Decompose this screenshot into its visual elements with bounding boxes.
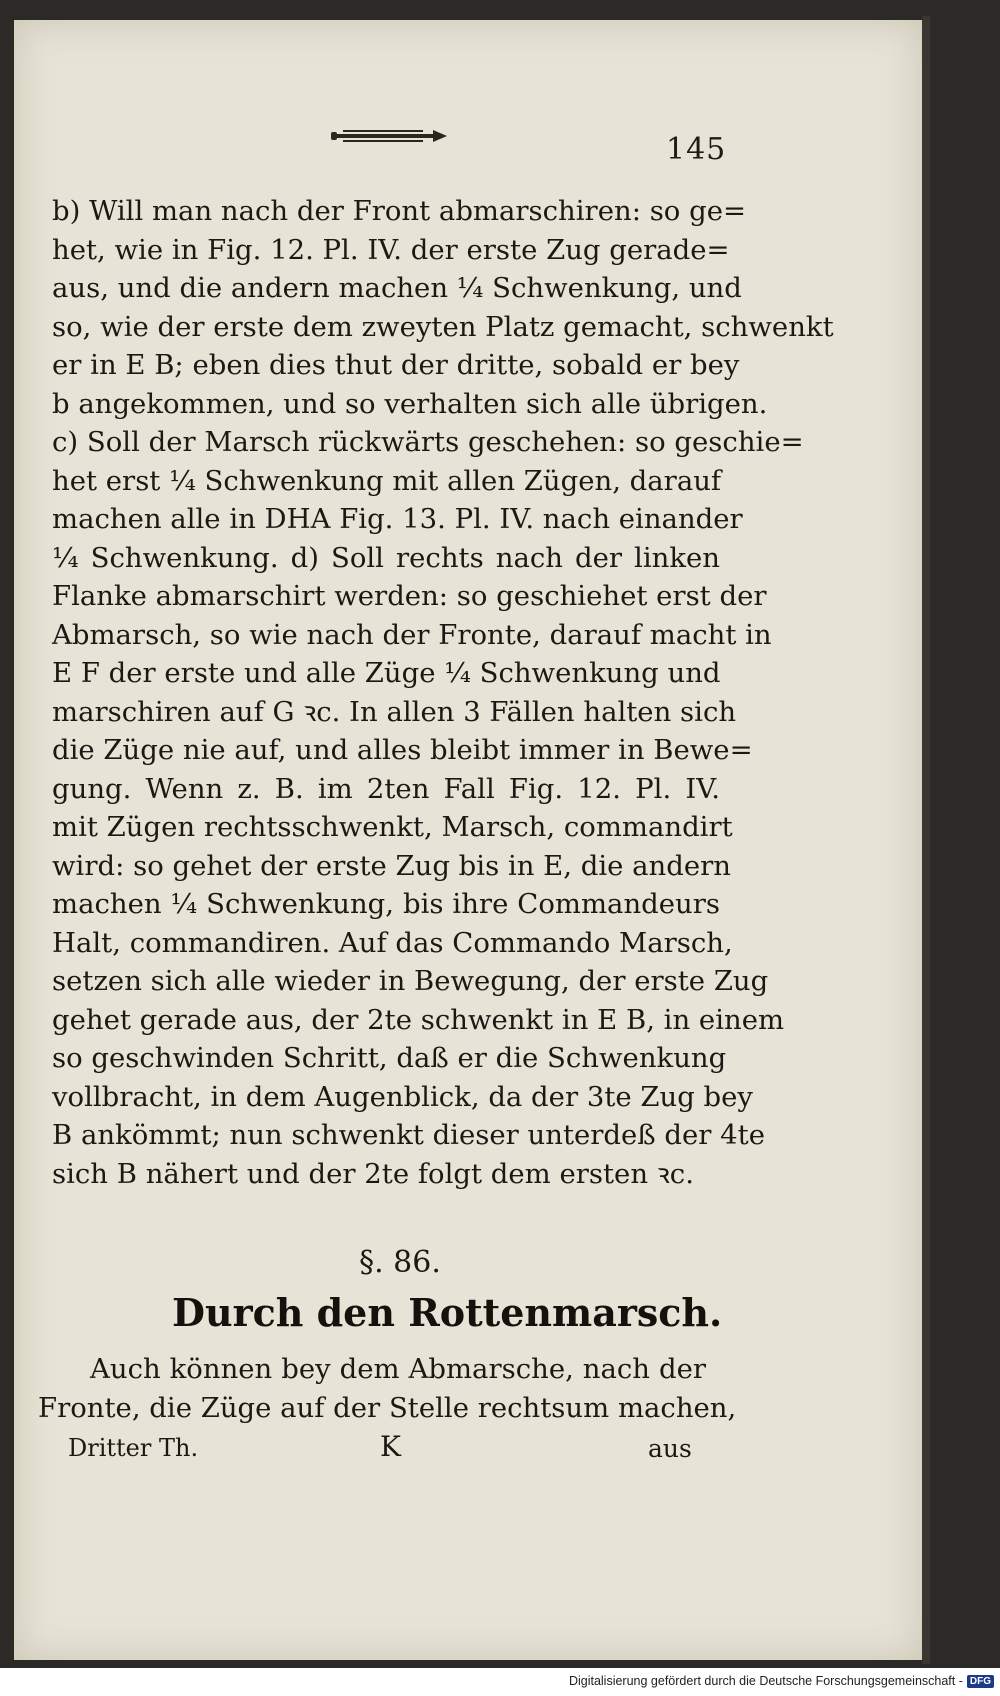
text-line: het, wie in Fig. 12. Pl. IV. der erste Zug gerade= xyxy=(52,233,730,266)
text-line: aus, und die andern machen ¼ Schwenkung, und xyxy=(52,272,742,304)
signature-line: Dritter Th. xyxy=(68,1434,199,1462)
text-line: c) Soll der Marsch rückwärts geschehen: so geschie= xyxy=(52,426,804,458)
text-line: b angekommen, und so verhalten sich alle übrigen. xyxy=(52,387,768,420)
text-line: het erst ¼ Schwenkung mit allen Zügen, darauf xyxy=(52,464,722,497)
text-line: machen ¼ Schwenkung, bis ihre Commandeurs xyxy=(52,888,720,920)
section-number: §. 86. xyxy=(359,1245,441,1280)
text-line: gehet gerade aus, der 2te schwenkt in E B, in einem xyxy=(52,1003,785,1036)
credit-text: Digitalisierung gefördert durch die Deutsche Forschungsgemeinschaft - xyxy=(568,1674,963,1688)
text-line: gung. Wenn z. B. im 2ten Fall Fig. 12. Pl. IV. xyxy=(52,772,720,805)
text-line: machen alle in DHA Fig. 13. Pl. IV. nach einander xyxy=(52,503,743,535)
text-line: E F der erste und alle Züge ¼ Schwenkung und xyxy=(52,657,721,689)
digitization-credit xyxy=(569,1674,994,1688)
ornamental-rule-icon xyxy=(329,128,449,144)
book-edge xyxy=(922,16,930,1664)
text-line: mit Zügen rechtsschwenkt, Marsch, commandirt xyxy=(52,811,733,843)
text-line: B ankömmt; nun schwenkt dieser unterdeß der 4te xyxy=(52,1119,765,1151)
dfg-logo: DFG xyxy=(967,1675,994,1688)
text-line: setzen sich alle wieder in Bewegung, der erste Zug xyxy=(52,965,769,997)
text-line: die Züge nie auf, und alles bleibt immer in Bewe= xyxy=(52,734,753,766)
signature-mark: K xyxy=(380,1430,401,1463)
text-line: so, wie der erste dem zweyten Platz gemacht, schwenkt xyxy=(52,310,834,343)
text-line: Abmarsch, so wie nach der Fronte, darauf macht in xyxy=(52,618,772,651)
section-title: Durch den Rottenmarsch. xyxy=(172,1290,723,1335)
text-line: Auch können bey dem Abmarsche, nach der xyxy=(90,1353,706,1385)
text-line: wird: so gehet der erste Zug bis in E, die andern xyxy=(52,849,732,882)
text-line: Halt, commandiren. Auf das Commando Marsch, xyxy=(52,926,733,959)
text-line: er in E B; eben dies thut der dritte, sobald er bey xyxy=(52,349,740,381)
text-line: Fronte, die Züge auf der Stelle rechtsum machen, xyxy=(38,1391,737,1424)
text-line: b) Will man nach der Front abmarschiren: so ge= xyxy=(52,195,747,227)
main-paragraph xyxy=(52,192,834,1193)
text-line: Flanke abmarschirt werden: so geschiehet erst der xyxy=(52,580,767,612)
text-line: marschiren auf G ꝛc. In allen 3 Fällen halten sich xyxy=(52,695,737,728)
catchword: aus xyxy=(648,1434,692,1463)
text-line: vollbracht, in dem Augenblick, da der 3te Zug bey xyxy=(52,1080,753,1113)
second-paragraph xyxy=(38,1350,737,1427)
text-line: sich B nähert und der 2te folgt dem ersten ꝛc. xyxy=(52,1157,694,1190)
text-line: so geschwinden Schritt, daß er die Schwenkung xyxy=(52,1042,727,1074)
page-number: 145 xyxy=(666,132,727,167)
text-line: ¼ Schwenkung. d) Soll rechts nach der linken xyxy=(52,541,720,574)
